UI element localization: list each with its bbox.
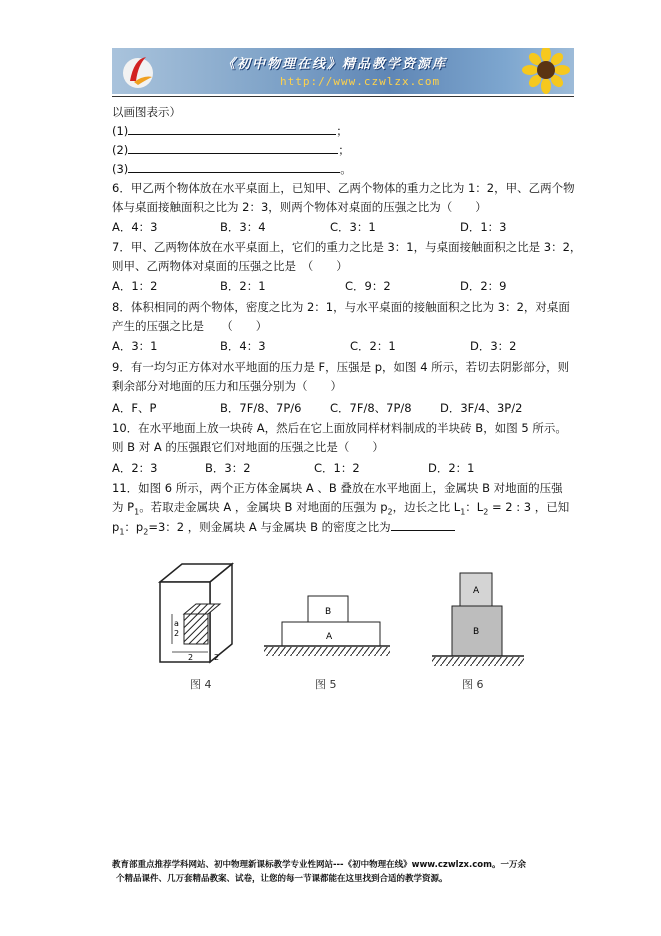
- q6-option-c[interactable]: C．3：1: [330, 220, 376, 234]
- q11-text-h: =3：2 ，则金属块 A 与金属块 B 的密度之比为: [148, 520, 391, 534]
- header-divider: [112, 96, 574, 97]
- site-url[interactable]: http://www.czwlzx.com: [280, 75, 441, 88]
- q8-option-b[interactable]: B．4：3: [220, 339, 266, 353]
- question-10-line-2: 则 B 对 A 的压强跟它们对地面的压强之比是（ ）: [112, 440, 384, 454]
- figure-6-caption: 图 6: [462, 678, 484, 691]
- footer-line-1: 教育部重点推荐学科网站、初中物理新课标教学专业性网站---《初中物理在线》www.czwlzx.com。一万余: [112, 860, 526, 870]
- answer-blank-3[interactable]: [128, 160, 340, 173]
- q10-option-b[interactable]: B．3：2: [205, 461, 251, 475]
- q11-sub-6: 2: [143, 527, 149, 537]
- q11-sub-1: 1: [134, 507, 140, 517]
- figure-4-diagram: [150, 562, 245, 672]
- blank-label-1: (1): [112, 124, 129, 138]
- q10-option-a[interactable]: A．2：3: [112, 461, 158, 475]
- question-9-line-2: 剩余部分对地面的压力和压强分别为（ ）: [112, 379, 342, 393]
- q7-option-b[interactable]: B．2：1: [220, 279, 266, 293]
- q9-option-b[interactable]: B．7F/8、7P/6: [220, 401, 302, 415]
- intro-text: 以画图表示）: [112, 105, 181, 119]
- fig6-label-a: A: [473, 586, 480, 596]
- q11-text-e: = 2 : 3 ，已知: [488, 500, 570, 514]
- question-10-line-1: 10．在水平地面上放一块砖 A，然后在它上面放同样材料制成的半块砖 B，如图 5 所示。: [112, 421, 567, 435]
- q8-option-c[interactable]: C．2：1: [350, 339, 396, 353]
- q11-text-a: 为 P: [112, 500, 135, 514]
- question-9-line-1: 9．有一均匀正方体对水平地面的压力是 F，压强是 p，如图 4 所示，若切去阴影部分，则: [112, 360, 570, 374]
- sunflower-icon: [518, 48, 570, 94]
- fig6-label-b: B: [473, 627, 480, 637]
- figure-5-diagram: [262, 590, 392, 664]
- q11-sub-3: 1: [460, 507, 466, 517]
- blank-line-1: [112, 122, 348, 140]
- question-7-line-2: 则甲、乙两物体对桌面的压强之比是 （ ）: [112, 259, 348, 273]
- q9-option-a[interactable]: A．F、P: [112, 401, 157, 415]
- blank-label-2: (2): [112, 143, 129, 157]
- answer-blank-2[interactable]: [128, 141, 338, 154]
- footer-line-2: 个精品课件、几万套精品教案、试卷，让您的每一节课都能在这里找到合适的教学资源。: [116, 874, 448, 884]
- question-11-line-1: 11．如图 6 所示，两个正方体金属块 A 、B 叠放在水平地面上，金属块 B 对地面的压强: [112, 481, 563, 495]
- figure-5-caption: 图 5: [315, 678, 337, 691]
- question-7-line-1: 7．甲、乙两物体放在水平桌面上，它们的重力之比是 3：1，与桌面接触面积之比是 3：2，: [112, 240, 582, 254]
- q11-sub-2: 2: [387, 507, 393, 517]
- q7-option-a[interactable]: A．1：2: [112, 279, 158, 293]
- fig4-label-2: 2: [188, 653, 194, 662]
- question-6-line-2: 体与桌面接触面积之比为 2：3，则两个物体对桌面的压强之比为（ ）: [112, 200, 487, 214]
- q11-sub-4: 2: [483, 507, 489, 517]
- q6-option-a[interactable]: A．4：3: [112, 220, 158, 234]
- q10-option-c[interactable]: C．1：2: [314, 461, 360, 475]
- q7-option-d[interactable]: D．2：9: [460, 279, 507, 293]
- q11-text-g: ：p: [124, 520, 144, 534]
- page-footer: [112, 858, 582, 886]
- question-8-line-1: 8．体积相同的两个物体，密度之比为 2：1，与水平桌面的接触面积之比为 3：2，对桌面: [112, 300, 570, 314]
- q11-text-f: p: [112, 520, 120, 534]
- q11-text-d: ：L: [465, 500, 484, 514]
- blank-end-1: ；: [336, 124, 348, 138]
- question-8-line-2: 产生的压强之比是 （ ）: [112, 319, 268, 333]
- question-11-line-3: [112, 518, 455, 540]
- figure-4-caption: 图 4: [190, 678, 212, 691]
- fig4-label-half: 2: [174, 629, 180, 638]
- blank-line-2: [112, 141, 350, 159]
- fig4-label-a: a: [174, 619, 179, 628]
- q11-text-b: 。若取走金属块 A ，金属块 B 对地面的压强为 p: [139, 500, 388, 514]
- answer-blank-1[interactable]: [128, 122, 336, 135]
- site-logo-icon: [118, 51, 158, 91]
- q11-text-c: ，边长之比 L: [392, 500, 461, 514]
- q8-option-a[interactable]: A．3：1: [112, 339, 158, 353]
- q8-option-d[interactable]: D．3：2: [470, 339, 517, 353]
- fig4-label-2b: 2: [214, 653, 220, 662]
- q9-option-c[interactable]: C．7F/8、7P/8: [330, 401, 412, 415]
- q6-option-b[interactable]: B．3：4: [220, 220, 266, 234]
- q10-option-d[interactable]: D．2：1: [428, 461, 475, 475]
- blank-end-3: 。: [340, 162, 352, 176]
- q11-sub-5: 1: [119, 527, 125, 537]
- blank-line-3: [112, 160, 352, 178]
- figure-6-diagram: [430, 568, 526, 668]
- q11-answer-blank[interactable]: [391, 518, 455, 531]
- site-title: 《初中物理在线》精品教学资源库: [222, 57, 448, 72]
- q6-option-d[interactable]: D．1：3: [460, 220, 507, 234]
- blank-label-3: (3): [112, 162, 129, 176]
- blank-end-2: ；: [338, 143, 350, 157]
- fig5-label-a: A: [326, 632, 333, 642]
- q7-option-c[interactable]: C．9：2: [345, 279, 391, 293]
- question-6-line-1: 6．甲乙两个物体放在水平桌面上，已知甲、乙两个物体的重力之比为 1：2，甲、乙两个物: [112, 181, 575, 195]
- header-banner: [112, 48, 574, 94]
- q9-option-d[interactable]: D．3F/4、3P/2: [440, 401, 523, 415]
- fig5-label-b: B: [325, 607, 332, 617]
